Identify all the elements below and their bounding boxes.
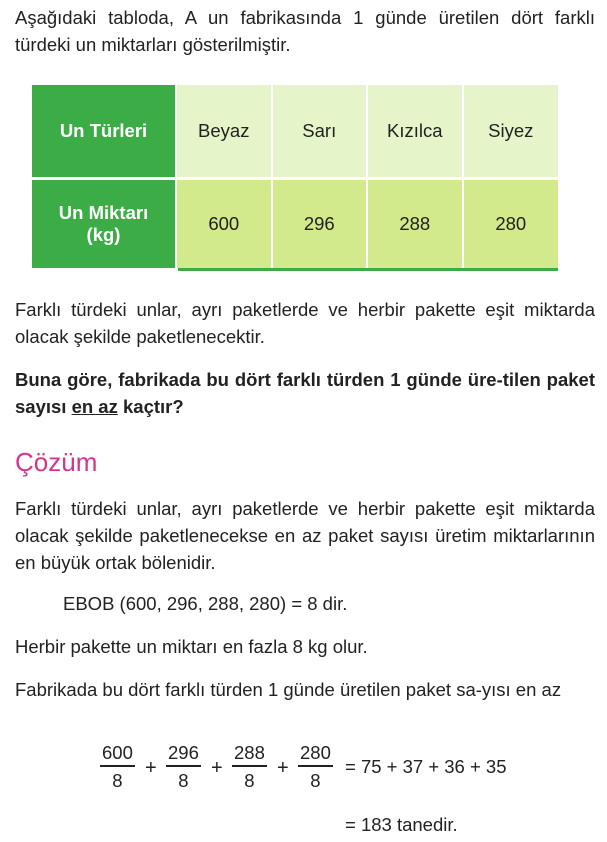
fraction: [166, 741, 201, 795]
table-row: [32, 179, 558, 269]
solution-title: Çözüm: [15, 447, 98, 477]
type-cell: Siyez: [463, 85, 559, 179]
type-cell: Kızılca: [367, 85, 463, 179]
table-bottom-line: [178, 268, 558, 271]
amount-label-line1: Un Miktarı: [58, 202, 149, 223]
fraction-numerator: 600: [102, 742, 133, 763]
amount-label-cell: [32, 179, 176, 269]
fraction-denominator: 8: [112, 769, 123, 791]
plus-sign: +: [211, 757, 223, 779]
amount-cell: 280: [463, 179, 559, 269]
amount-label-line2: (kg): [86, 224, 121, 245]
fraction-denominator: 8: [244, 769, 255, 791]
question-underlined: en az: [71, 396, 118, 417]
flour-table: [32, 85, 558, 268]
amount-cell: 296: [272, 179, 368, 269]
question-text: [15, 366, 595, 420]
question-part1: Buna göre, fabrikada bu dört farklı türden 1 günde üre-tilen paket sayısı: [15, 369, 595, 417]
amount-cell: 600: [176, 179, 272, 269]
amount-cell: 288: [367, 179, 463, 269]
fraction-denominator: 8: [178, 769, 189, 791]
type-cell: Sarı: [272, 85, 368, 179]
plus-sign: +: [277, 757, 289, 779]
ebob-line: EBOB (600, 296, 288, 280) = 8 dir.: [63, 593, 348, 614]
fraction-numerator: 288: [234, 742, 265, 763]
fraction-numerator: 296: [168, 742, 199, 763]
packaging-text: Farklı türdeki unlar, ayrı paketlerde ve herbir pakette eşit miktarda olacak şekilde paketlenecektir.: [15, 299, 595, 347]
fraction: [232, 741, 267, 795]
sum-expression: = 75 + 37 + 36 + 35: [345, 756, 507, 777]
intro-text: Aşağıdaki tabloda, A un fabrikasında 1 günde üretilen dört farklı türdeki un miktarları gösterilmiştir.: [15, 7, 595, 55]
fraction: [298, 741, 333, 795]
result-line: = 183 tanedir.: [345, 814, 458, 835]
fraction: [100, 741, 135, 795]
count-intro-text: Fabrikada bu dört farklı türden 1 günde üretilen paket sa-yısı en az: [15, 679, 562, 700]
fraction-denominator: 8: [310, 769, 321, 791]
table-row: [32, 85, 558, 179]
type-cell: Beyaz: [176, 85, 272, 179]
solution-paragraph: Farklı türdeki unlar, ayrı paketlerde ve herbir pakette eşit miktarda olacak şekilde paketlenecekse en az paket sayısı üretim miktarlarının en büyük ortak bölenidir.: [15, 498, 595, 573]
header-label-cell: Un Türleri: [32, 85, 176, 179]
question-part2: kaçtır?: [117, 396, 184, 417]
fraction-numerator: 280: [300, 742, 331, 763]
max-per-package-text: Herbir pakette un miktarı en fazla 8 kg olur.: [15, 636, 368, 657]
plus-sign: +: [145, 757, 157, 779]
